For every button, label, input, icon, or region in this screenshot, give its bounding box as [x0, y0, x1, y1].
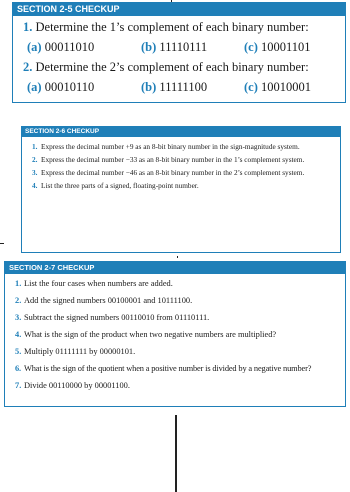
item-number: 3. — [32, 168, 38, 177]
option-a-value: 00010110 — [44, 80, 95, 94]
list-item — [15, 296, 345, 306]
list-item — [32, 181, 337, 191]
option-b — [141, 40, 207, 55]
item-text: What is the sign of the quotient when a positive number is divided by a negative number? — [24, 364, 312, 373]
question-2 — [23, 60, 309, 75]
item-text: List the four cases when numbers are added. — [24, 279, 173, 288]
item-number: 4. — [15, 330, 22, 339]
item-number: 1. — [15, 279, 22, 288]
section-2-7-header: SECTION 2-7 CHECKUP — [5, 262, 345, 274]
option-a — [27, 80, 94, 95]
list-item — [15, 313, 345, 323]
item-text: Divide 00110000 by 00001100. — [24, 381, 130, 390]
section-2-6-checkup-box — [21, 126, 341, 253]
center-dot-mark — [177, 256, 178, 258]
option-c — [244, 80, 311, 95]
left-tick-mark — [0, 243, 4, 244]
option-c-value: 10001101 — [261, 40, 311, 54]
option-b-label: (b) — [141, 80, 157, 94]
list-item — [15, 279, 345, 289]
item-text: Express the decimal number −46 as an 8-bit binary number in the 2’s complement system. — [41, 168, 305, 177]
option-a-label: (a) — [27, 80, 42, 94]
option-c-label: (c) — [244, 40, 258, 54]
list-item — [32, 168, 337, 178]
bottom-vertical-rule — [175, 415, 177, 492]
item-number: 2. — [32, 155, 38, 164]
option-b — [141, 80, 207, 95]
item-text: List the three parts of a signed, floating-point number. — [41, 181, 199, 190]
item-text: Add the signed numbers 00100001 and 10111100. — [24, 296, 193, 305]
option-b-value: 11110111 — [159, 40, 208, 54]
list-item — [15, 330, 345, 340]
option-c — [244, 40, 311, 55]
item-number: 5. — [15, 347, 22, 356]
item-text: Express the decimal number −33 as an 8-bit binary number in the 1’s complement system. — [41, 155, 305, 164]
option-c-value: 10010001 — [261, 80, 311, 94]
question-1-number: 1. — [23, 20, 33, 34]
item-number: 1. — [32, 142, 38, 151]
section-2-5-checkup-box — [12, 2, 346, 103]
question-1 — [23, 20, 309, 35]
option-c-label: (c) — [244, 80, 258, 94]
question-2-number: 2. — [23, 60, 33, 74]
option-b-value: 11111100 — [159, 80, 208, 94]
list-item — [32, 142, 337, 152]
list-item — [15, 347, 345, 357]
item-number: 3. — [15, 313, 22, 322]
item-number: 6. — [15, 364, 21, 373]
item-text: What is the sign of the product when two negative numbers are multiplied? — [24, 330, 277, 339]
option-b-label: (b) — [141, 40, 157, 54]
item-number: 4. — [32, 181, 38, 190]
list-item — [15, 381, 345, 391]
item-number: 7. — [15, 381, 22, 390]
section-2-6-header: SECTION 2-6 CHECKUP — [22, 127, 340, 137]
section-2-5-header: SECTION 2-5 CHECKUP — [13, 3, 345, 16]
section-2-7-checkup-box — [4, 261, 346, 407]
item-number: 2. — [15, 296, 22, 305]
list-item — [32, 155, 337, 165]
list-item — [15, 364, 345, 374]
question-2-text: Determine the 2’s complement of each binary number: — [35, 60, 309, 74]
option-a-value: 00011010 — [44, 40, 95, 54]
question-1-text: Determine the 1’s complement of each binary number: — [35, 20, 309, 34]
section-2-7-question-list — [15, 279, 345, 398]
item-text: Express the decimal number +9 as an 8-bit binary number in the sign-magnitude system. — [41, 142, 300, 151]
item-text: Multiply 01111111 by 00000101. — [24, 347, 136, 356]
section-2-6-question-list — [32, 142, 337, 194]
option-a-label: (a) — [27, 40, 42, 54]
option-a — [27, 40, 94, 55]
item-text: Subtract the signed numbers 00110010 from 01110111. — [24, 313, 210, 322]
